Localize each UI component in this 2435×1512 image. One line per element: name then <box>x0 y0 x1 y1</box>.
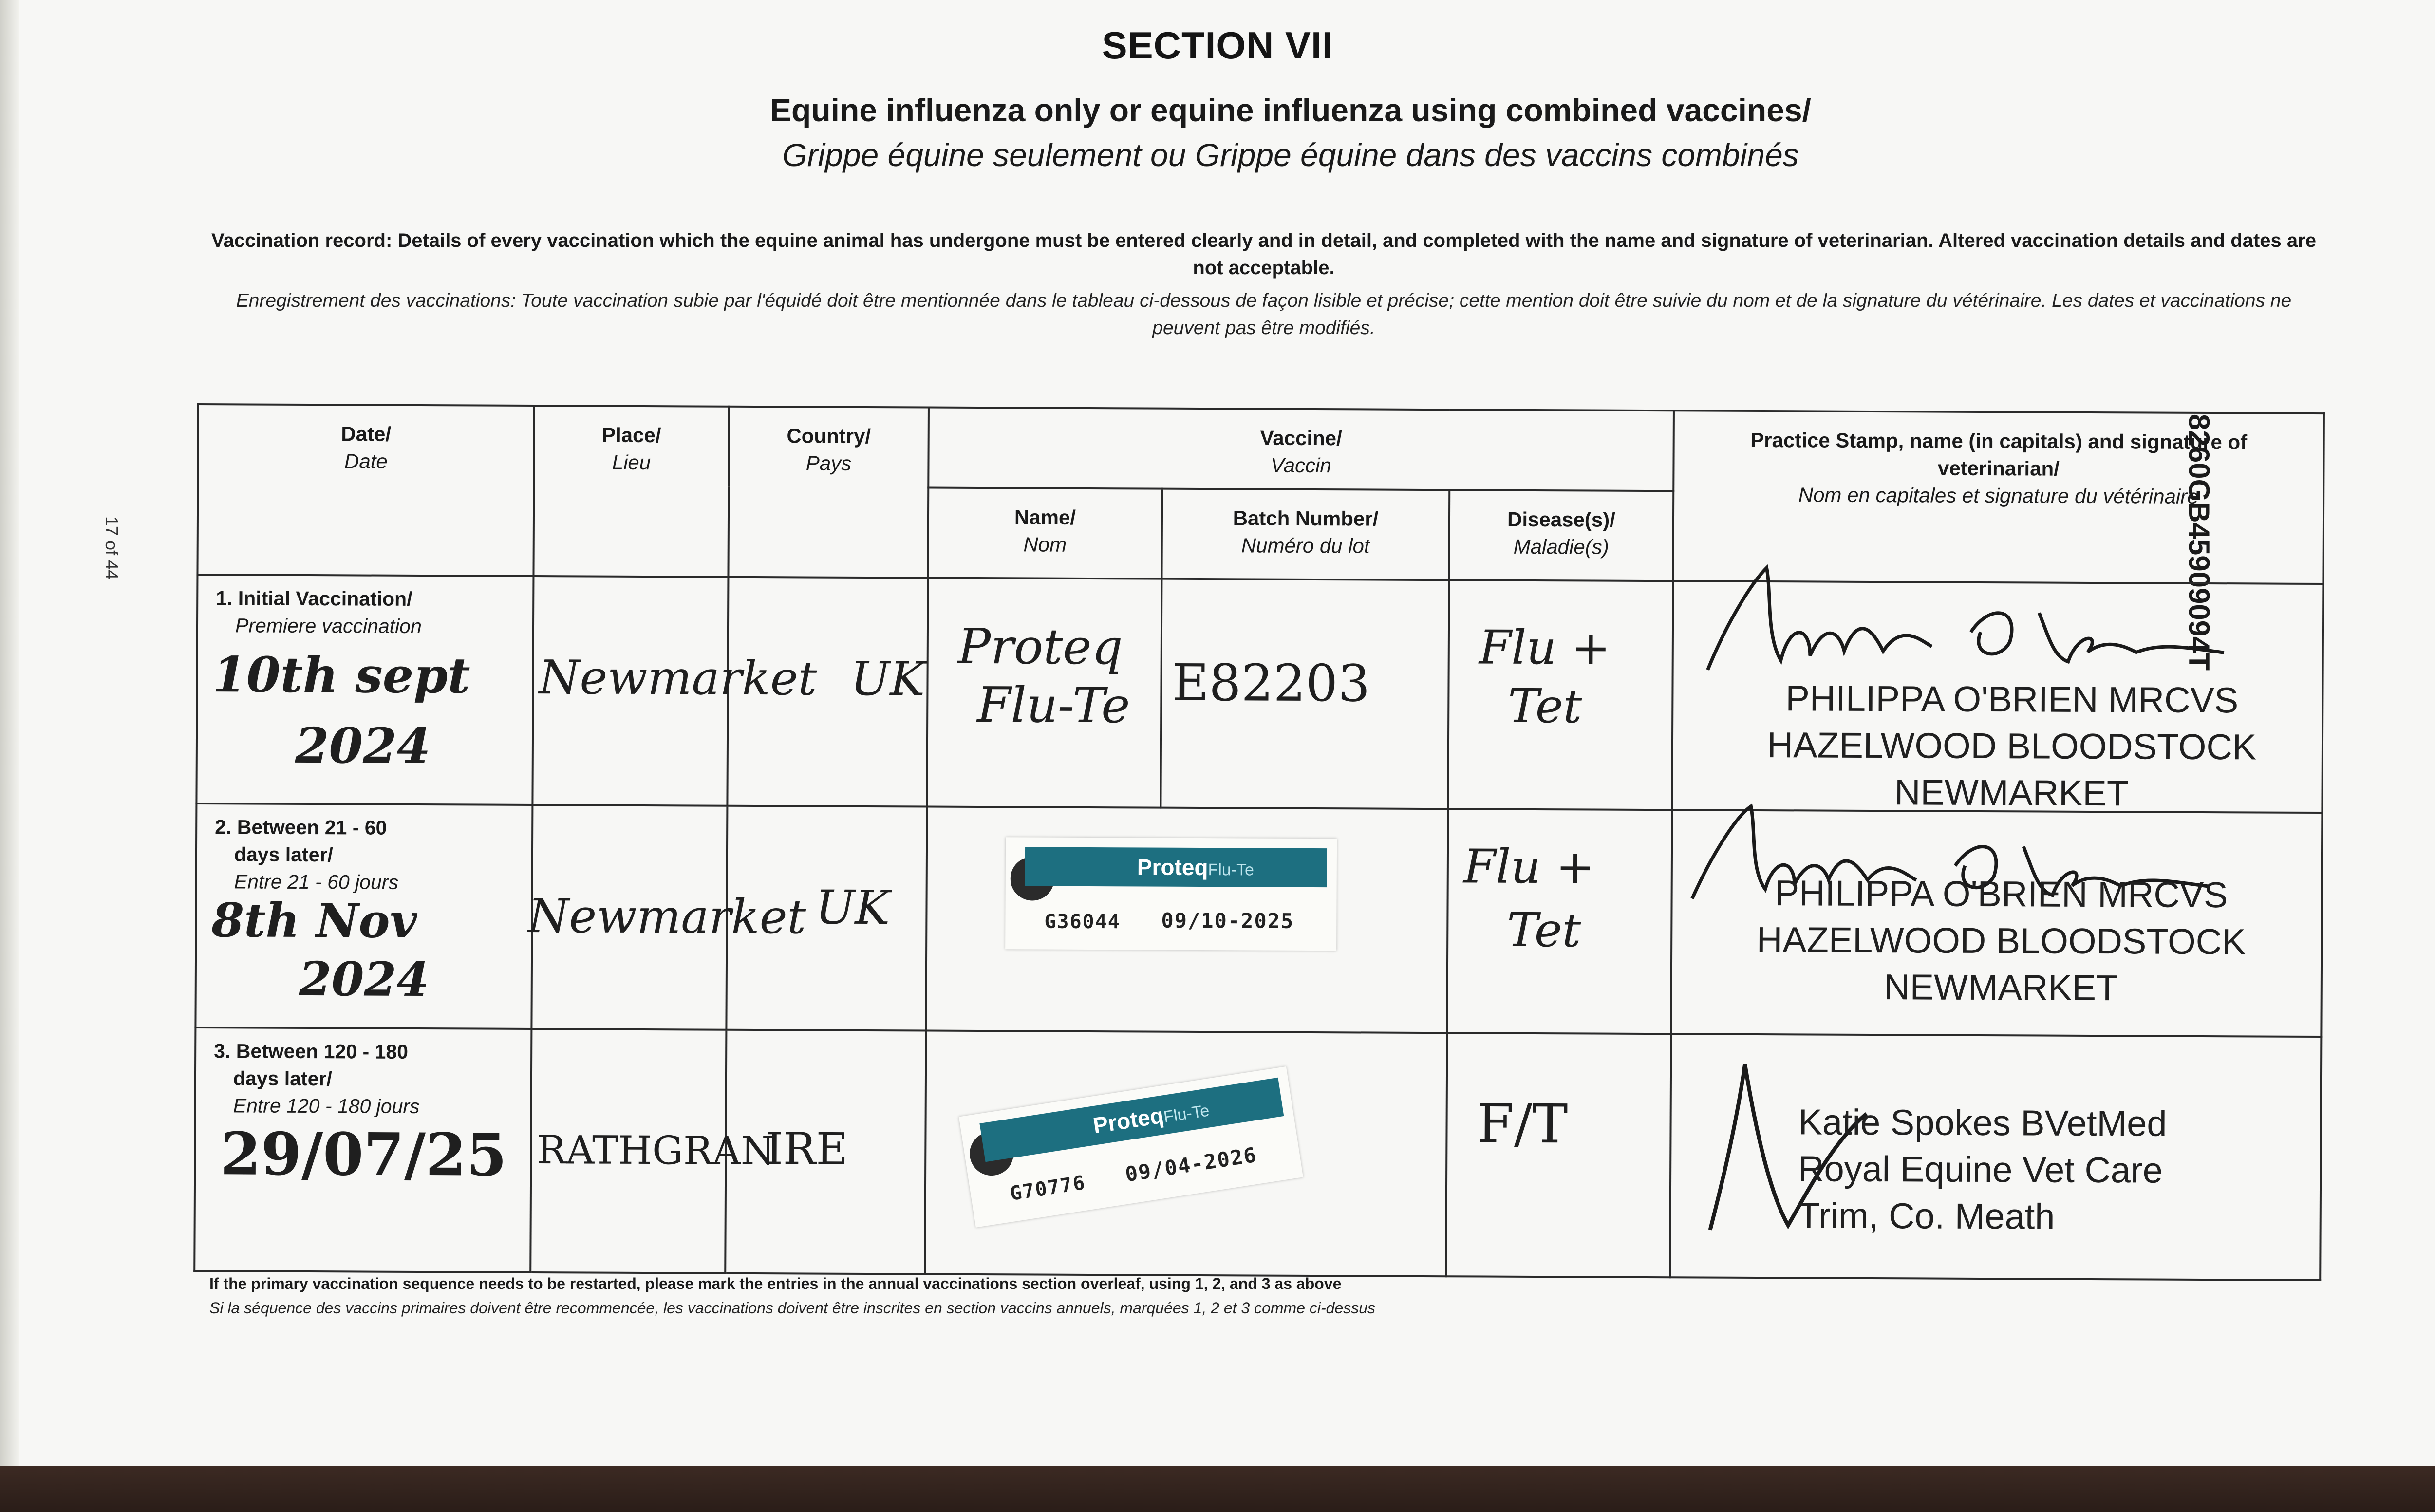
row2-stamp-cell <box>1671 810 2322 1037</box>
row1-disease-cell <box>1448 580 1673 810</box>
row1-vaccine-name-cell <box>927 578 1161 808</box>
sticker-expiry: 09/04-2026 <box>1124 1142 1259 1187</box>
sticker-band: ProteqFlu-Te <box>1025 847 1327 887</box>
header-country: Country/ Pays <box>728 407 929 578</box>
row1-vaccine-name-2: Flu-Te <box>977 676 1130 734</box>
header-practice-stamp: Practice Stamp, name (in capitals) and signature of veterinarian/ Nom en capitales et signature du vétérinaire <box>1673 411 2324 584</box>
row1-country: UK <box>850 651 925 707</box>
row3-vet-stamp: Katie Spokes BVetMed Royal Equine Vet Care Trim, Co. Meath <box>1798 1101 2167 1237</box>
row3-country: IRE <box>766 1123 848 1175</box>
row2-date-cell: 2. Between 21 - 60 days later/ Entre 21 - 60 jours 8th Nov 2024 <box>195 803 532 1029</box>
row3-disease-cell <box>1446 1033 1671 1277</box>
header-vaccine-name: Name/ Nom <box>928 488 1162 579</box>
row3-country-cell <box>725 1030 926 1274</box>
header-batch-number: Batch Number/ Numéro du lot <box>1161 489 1449 580</box>
page-shadow-left <box>0 0 19 1466</box>
vaccination-table <box>193 403 2325 1281</box>
row1-disease-2: Tet <box>1508 678 1582 734</box>
row2-disease-2: Tet <box>1507 902 1581 958</box>
section-title: SECTION VII <box>1102 24 1333 67</box>
header-date: Date/ Date <box>197 404 534 576</box>
row1-disease-1: Flu + <box>1479 620 1611 675</box>
header-place: Place/ Lieu <box>533 406 729 577</box>
page-number: 17 of 44 <box>102 516 122 580</box>
row3-place: RATHGRAN <box>537 1127 775 1174</box>
page-shadow-bottom <box>0 1466 2435 1512</box>
instructions-english: Vaccination record: Details of every vaccination which the equine animal has undergone must be entered clearly and in detail, and completed with the name and signature of veterinarian. Altered vaccination details and dates are not acceptable. <box>211 230 2316 279</box>
row1-batch: E82203 <box>1172 653 1370 713</box>
sticker-expiry: 09/10-2025 <box>1161 908 1294 933</box>
sticker-batch: G36044 <box>1044 910 1121 933</box>
row3-vaccine-sticker <box>959 1066 1303 1228</box>
row3-disease: F/T <box>1477 1092 1568 1156</box>
row2-year-handwritten: 2024 <box>299 951 430 1008</box>
row1-date-handwritten: 10th sept <box>212 646 470 705</box>
title-french: Grippe équine seulement ou Grippe équine dans des vaccins combinés <box>782 137 1799 173</box>
table-row <box>194 1027 2321 1280</box>
passport-number: 8260GB45909094T <box>2183 414 2215 671</box>
row1-date-cell: 1. Initial Vaccination/ Premiere vaccination 10th sept 2024 <box>196 575 533 805</box>
title-english: Equine influenza only or equine influenza using combined vaccines/ <box>769 92 1811 128</box>
row1-batch-cell <box>1161 579 1449 809</box>
row1-stamp-cell <box>1672 581 2323 813</box>
row3-date-cell: 3. Between 120 - 180 days later/ Entre 120 - 180 jours 29/07/25 <box>194 1027 531 1272</box>
footer-note-french: Si la séquence des vaccins primaires doivent être recommencée, les vaccinations doivent être inscrites en section vaccins annuels, marquées 1, 2 et 3 comme ci-dessus <box>209 1299 1376 1317</box>
row2-disease-cell <box>1447 809 1672 1034</box>
row3-stamp-cell <box>1670 1034 2321 1280</box>
row3-date-handwritten: 29/07/25 <box>220 1120 507 1190</box>
header-disease: Disease(s)/ Maladie(s) <box>1449 490 1673 581</box>
sticker-batch: G70776 <box>1008 1171 1087 1205</box>
row2-country-cell <box>726 806 927 1031</box>
row2-vaccine-sticker <box>1005 837 1337 951</box>
row1-year-handwritten: 2024 <box>295 716 431 775</box>
sticker-band: ProteqFlu-Te <box>979 1078 1284 1162</box>
row1-place-cell <box>532 576 817 806</box>
row2-date-handwritten: 8th Nov <box>211 893 417 949</box>
row2-vaccine-cell <box>926 807 1448 1033</box>
row2-country: UK <box>815 880 890 935</box>
row2-place: Newmarket <box>528 888 806 945</box>
row2-disease-1: Flu + <box>1463 839 1595 895</box>
row2-vet-stamp: PHILIPPA O'BRIEN MRCVS HAZELWOOD BLOODSTOCK NEWMARKET <box>1756 873 2246 1008</box>
row1-vaccine-name-1: Proteq <box>957 617 1123 676</box>
header-vaccine: Vaccine/ Vaccin <box>928 408 1674 491</box>
row1-country-cell <box>727 577 928 807</box>
footer-note-english: If the primary vaccination sequence needs to be restarted, please mark the entries in the annual vaccinations section overleaf, using 1, 2, and 3 as above <box>209 1275 1342 1292</box>
row1-place: Newmarket <box>539 650 817 706</box>
table-row <box>195 803 2322 1037</box>
row2-place-cell <box>528 805 806 1030</box>
table-row <box>196 575 2323 813</box>
row3-vaccine-cell <box>925 1031 1447 1277</box>
row1-vet-stamp: PHILIPPA O'BRIEN MRCVS HAZELWOOD BLOODSTOCK NEWMARKET <box>1767 678 2257 814</box>
instructions-french: Enregistrement des vaccinations: Toute vaccination subie par l'équidé doit être mentionnée dans le tableau ci-dessous de façon lisible et précise; cette mention doit être suivie du nom et de la signature du vétérinaire. Les dates et vaccinations ne peuvent pas être modifiés. <box>236 290 2292 338</box>
row3-place-cell <box>530 1029 775 1273</box>
